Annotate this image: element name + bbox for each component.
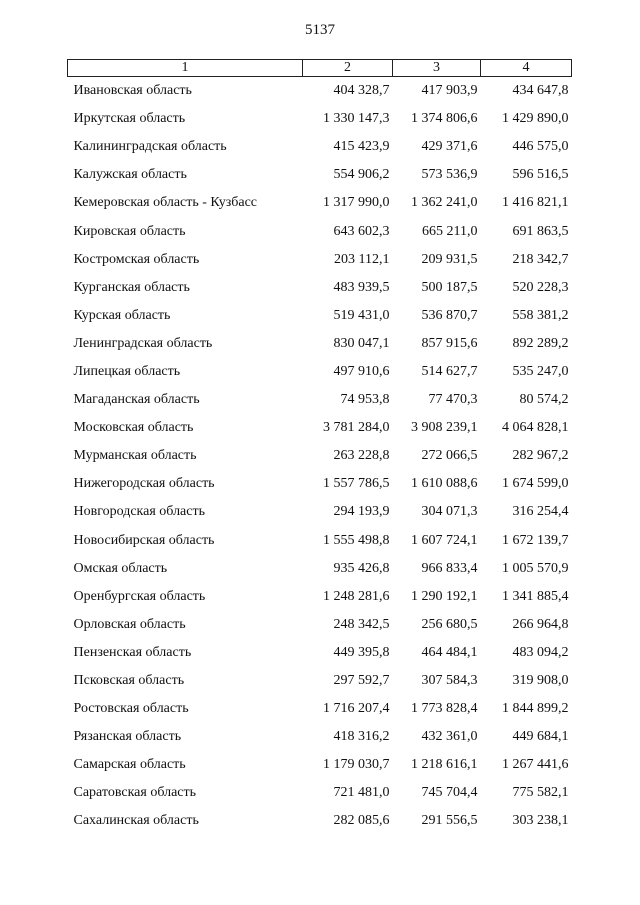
- value-cell-col4: 775 582,1: [512, 785, 569, 801]
- value-cell-col3: 256 680,5: [421, 616, 478, 632]
- value-cell-col4: 319 908,0: [512, 673, 569, 689]
- value-cell-col3: 665 211,0: [422, 223, 478, 239]
- value-cell-col2: 830 047,1: [333, 335, 390, 351]
- table-row: [68, 246, 572, 274]
- region-cell: Новгородская область: [73, 504, 205, 520]
- value-cell-col4: 218 342,7: [512, 251, 569, 267]
- value-cell-col4: 1 672 139,7: [502, 532, 569, 548]
- value-cell-col4: 434 647,8: [512, 83, 569, 99]
- value-cell-col4: 691 863,5: [512, 223, 569, 239]
- value-cell-col4: 1 341 885,4: [502, 588, 569, 604]
- region-cell: Курганская область: [73, 279, 190, 295]
- value-cell-col3: 514 627,7: [421, 363, 478, 379]
- value-cell-col2: 74 953,8: [340, 392, 390, 408]
- value-cell-col2: 1 179 030,7: [323, 757, 390, 773]
- header-cell-1: 1: [68, 60, 303, 77]
- value-cell-col4: 446 575,0: [512, 139, 569, 155]
- value-cell-col4: 558 381,2: [512, 307, 569, 323]
- table-row: [68, 583, 572, 611]
- header-cell-4: 4: [481, 60, 572, 77]
- value-cell-col2: 449 395,8: [333, 644, 390, 660]
- value-cell-col3: 1 290 192,1: [411, 588, 478, 604]
- region-cell: Липецкая область: [73, 363, 181, 379]
- region-cell: Мурманская область: [73, 448, 197, 464]
- value-cell-col3: 77 470,3: [428, 392, 478, 408]
- value-cell-col2: 483 939,5: [333, 279, 390, 295]
- region-cell: Кемеровская область - Кузбасс: [73, 195, 258, 211]
- value-cell-col4: 303 238,1: [512, 813, 569, 829]
- value-cell-col4: 483 094,2: [512, 644, 569, 660]
- value-cell-col3: 432 361,0: [421, 729, 478, 745]
- value-cell-col4: 596 516,5: [512, 167, 569, 183]
- table-row: [68, 751, 572, 779]
- region-cell: Магаданская область: [73, 392, 200, 408]
- value-cell-col2: 282 085,6: [333, 813, 390, 829]
- value-cell-col3: 3 908 239,1: [411, 420, 478, 436]
- region-cell: Новосибирская область: [73, 532, 215, 548]
- table-header: [68, 60, 572, 77]
- value-cell-col2: 418 316,2: [333, 729, 390, 745]
- table-row: [68, 161, 572, 189]
- value-cell-col2: 294 193,9: [333, 504, 390, 520]
- region-cell: Нижегородская область: [73, 476, 215, 492]
- value-cell-col3: 1 374 806,6: [411, 111, 478, 127]
- value-cell-col2: 248 342,5: [333, 616, 390, 632]
- value-cell-col3: 1 218 616,1: [411, 757, 478, 773]
- region-cell: Псковская область: [73, 673, 185, 689]
- value-cell-col4: 266 964,8: [512, 616, 569, 632]
- value-cell-col3: 500 187,5: [421, 279, 478, 295]
- value-cell-col2: 1 555 498,8: [323, 532, 390, 548]
- header-cell-3: 3: [393, 60, 481, 77]
- value-cell-col4: 1 844 899,2: [502, 701, 569, 717]
- table-row: [68, 274, 572, 302]
- table-body: [68, 77, 572, 836]
- value-cell-col2: 1 557 786,5: [323, 476, 390, 492]
- table-row: [68, 695, 572, 723]
- region-cell: Ростовская область: [73, 701, 189, 717]
- table-row: [68, 133, 572, 161]
- value-cell-col4: 449 684,1: [512, 729, 569, 745]
- value-cell-col2: 1 330 147,3: [323, 111, 390, 127]
- value-cell-col3: 1 607 724,1: [411, 532, 478, 548]
- value-cell-col2: 297 592,7: [333, 673, 390, 689]
- value-cell-col3: 272 066,5: [421, 448, 478, 464]
- value-cell-col3: 209 931,5: [421, 251, 478, 267]
- value-cell-col4: 1 267 441,6: [502, 757, 569, 773]
- value-cell-col3: 573 536,9: [421, 167, 478, 183]
- table-row: [68, 302, 572, 330]
- value-cell-col3: 1 773 828,4: [411, 701, 478, 717]
- table-row: [68, 667, 572, 695]
- region-cell: Орловская область: [73, 616, 186, 632]
- value-cell-col4: 1 674 599,0: [502, 476, 569, 492]
- value-cell-col4: 316 254,4: [512, 504, 569, 520]
- region-cell: Самарская область: [73, 757, 186, 773]
- value-cell-col3: 1 610 088,6: [411, 476, 478, 492]
- value-cell-col4: 535 247,0: [512, 363, 569, 379]
- table-row: [68, 527, 572, 555]
- region-cell: Рязанская область: [73, 729, 182, 745]
- page-number: 5137: [305, 22, 335, 38]
- region-cell: Курская область: [73, 307, 171, 323]
- table-row: [68, 105, 572, 133]
- value-cell-col2: 415 423,9: [333, 139, 390, 155]
- value-cell-col3: 417 903,9: [421, 83, 478, 99]
- value-cell-col2: 554 906,2: [333, 167, 390, 183]
- table-row: [68, 779, 572, 807]
- region-cell: Иркутская область: [73, 111, 186, 127]
- region-cell: Костромская область: [73, 251, 200, 267]
- value-cell-col2: 203 112,1: [334, 251, 390, 267]
- value-cell-col3: 429 371,6: [421, 139, 478, 155]
- value-cell-col4: 892 289,2: [512, 335, 569, 351]
- value-cell-col2: 497 910,6: [333, 363, 390, 379]
- value-cell-col3: 1 362 241,0: [411, 195, 478, 211]
- value-cell-col2: 1 716 207,4: [323, 701, 390, 717]
- value-cell-col3: 536 870,7: [421, 307, 478, 323]
- header-cell-2: 2: [303, 60, 393, 77]
- table-row: [68, 414, 572, 442]
- region-cell: Ленинградская область: [73, 335, 213, 351]
- value-cell-col4: 1 416 821,1: [502, 195, 569, 211]
- region-cell: Пензенская область: [73, 644, 192, 660]
- value-cell-col2: 935 426,8: [333, 560, 390, 576]
- table-row: [68, 189, 572, 217]
- value-cell-col3: 291 556,5: [421, 813, 478, 829]
- value-cell-col4: 282 967,2: [512, 448, 569, 464]
- table-row: [68, 807, 572, 835]
- value-cell-col2: 519 431,0: [333, 307, 390, 323]
- table-row: [68, 723, 572, 751]
- table-row: [68, 639, 572, 667]
- header-row: [68, 60, 572, 77]
- region-cell: Калининградская область: [73, 139, 227, 155]
- table-row: [68, 330, 572, 358]
- value-cell-col4: 4 064 828,1: [502, 420, 569, 436]
- table-row: [68, 358, 572, 386]
- value-cell-col4: 520 228,3: [512, 279, 569, 295]
- region-cell: Калужская область: [73, 167, 187, 183]
- value-cell-col2: 721 481,0: [333, 785, 390, 801]
- value-cell-col2: 3 781 284,0: [323, 420, 390, 436]
- value-cell-col2: 404 328,7: [333, 83, 390, 99]
- table-row: [68, 555, 572, 583]
- value-cell-col4: 1 005 570,9: [502, 560, 569, 576]
- table-row: [68, 498, 572, 526]
- table-row: [68, 77, 572, 106]
- value-cell-col3: 857 915,6: [421, 335, 478, 351]
- region-cell: Сахалинская область: [73, 813, 199, 829]
- table-row: [68, 386, 572, 414]
- table-row: [68, 611, 572, 639]
- region-cell: Ивановская область: [73, 83, 192, 99]
- region-cell: Омская область: [73, 560, 168, 576]
- value-cell-col2: 1 317 990,0: [323, 195, 390, 211]
- region-cell: Кировская область: [73, 223, 186, 239]
- table-row: [68, 470, 572, 498]
- value-cell-col2: 263 228,8: [333, 448, 390, 464]
- value-cell-col4: 80 574,2: [519, 392, 569, 408]
- value-cell-col3: 304 071,3: [421, 504, 478, 520]
- region-cell: Саратовская область: [73, 785, 197, 801]
- value-cell-col2: 1 248 281,6: [323, 588, 390, 604]
- data-table: [67, 59, 572, 836]
- region-cell: Московская область: [73, 420, 194, 436]
- value-cell-col4: 1 429 890,0: [502, 111, 569, 127]
- value-cell-col3: 966 833,4: [421, 560, 478, 576]
- table-row: [68, 442, 572, 470]
- value-cell-col3: 307 584,3: [421, 673, 478, 689]
- value-cell-col3: 464 484,1: [421, 644, 478, 660]
- table-row: [68, 217, 572, 245]
- value-cell-col2: 643 602,3: [333, 223, 390, 239]
- value-cell-col3: 745 704,4: [421, 785, 478, 801]
- region-cell: Оренбургская область: [73, 588, 206, 604]
